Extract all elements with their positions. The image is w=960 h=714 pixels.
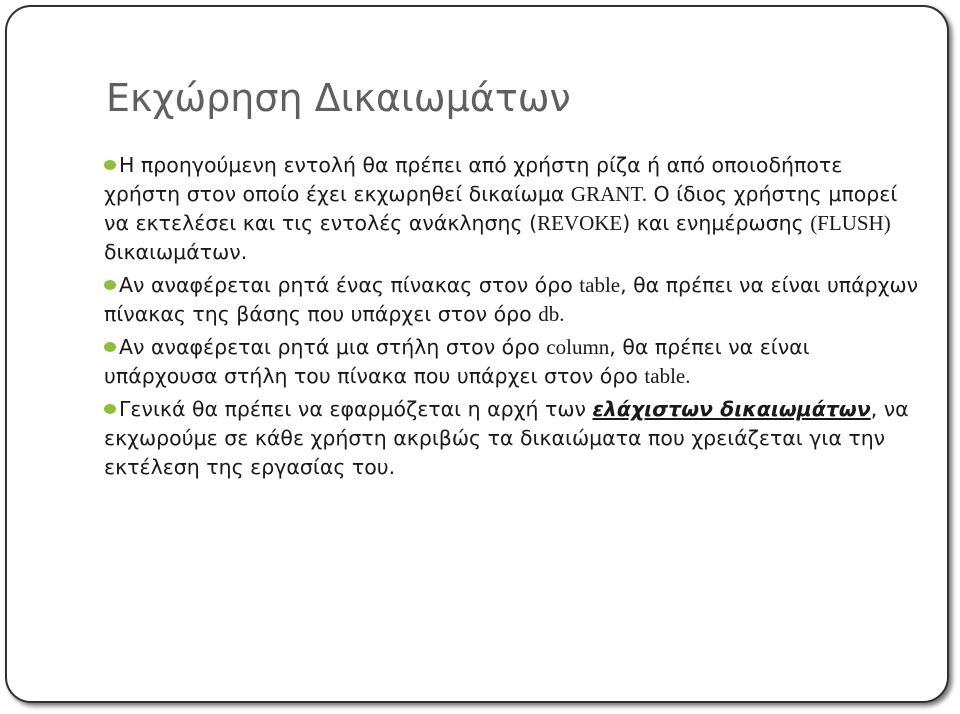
bullet-dot-icon (104, 160, 116, 170)
bullet-item-3 (104, 333, 924, 391)
bullet-dot-icon (104, 342, 116, 352)
bullet-item-2 (104, 271, 924, 329)
bullet-dot-icon (104, 280, 116, 290)
bullet-text: Η προηγούμενη εντολή θα πρέπει από χρήστη ρίζα ή από οποιοδήποτε χρήστη στον οποίο έχει εκχωρηθεί δικαίωμα (104, 153, 843, 206)
keyword-flush: (FLUSH) (810, 211, 891, 235)
bullet-text: , θα πρέπει να είναι υπάρχων πίνακας της βάσης που υπάρχει στον όρο (104, 273, 919, 326)
bullet-text: Ο ίδιος χρήστης μπορεί να εκτελέσει και τις εντολές ανάκλησης ( (104, 182, 898, 235)
keyword-grant: GRANT. (570, 182, 647, 206)
bullet-list (104, 151, 924, 486)
bullet-text: Αν αναφέρεται ρητά μια στήλη στον όρο (119, 335, 547, 359)
keyword-revoke: REVOKE (537, 211, 623, 235)
emphasized-phrase: ελάχιστων δικαιωμάτων (592, 397, 871, 421)
keyword-column: column (546, 335, 610, 359)
keyword-db: db. (538, 302, 565, 326)
bullet-text: Γενικά θα πρέπει να εφαρμόζεται η αρχή των (119, 397, 593, 421)
bullet-text: ) και ενημέρωσης (622, 211, 811, 235)
keyword-table: table (579, 273, 621, 297)
bullet-text: δικαιωμάτων. (104, 240, 248, 264)
bullet-text: Αν αναφέρεται ρητά ένας πίνακας στον όρο (119, 273, 580, 297)
bullet-dot-icon (104, 404, 116, 414)
bullet-item-4 (104, 395, 924, 482)
keyword-table: table. (644, 364, 691, 388)
slide-title: Εκχώρηση Δικαιωμάτων (106, 76, 571, 120)
bullet-text: , θα πρέπει να είναι υπάρχουσα στήλη του πίνακα που υπάρχει στον όρο (104, 335, 810, 388)
bullet-item-1 (104, 151, 924, 267)
bullet-text: , να εκχωρούμε σε κάθε χρήστη ακριβώς τα δικαιώματα που χρειάζεται για την εκτέλεση της εργασίας του. (104, 397, 909, 479)
